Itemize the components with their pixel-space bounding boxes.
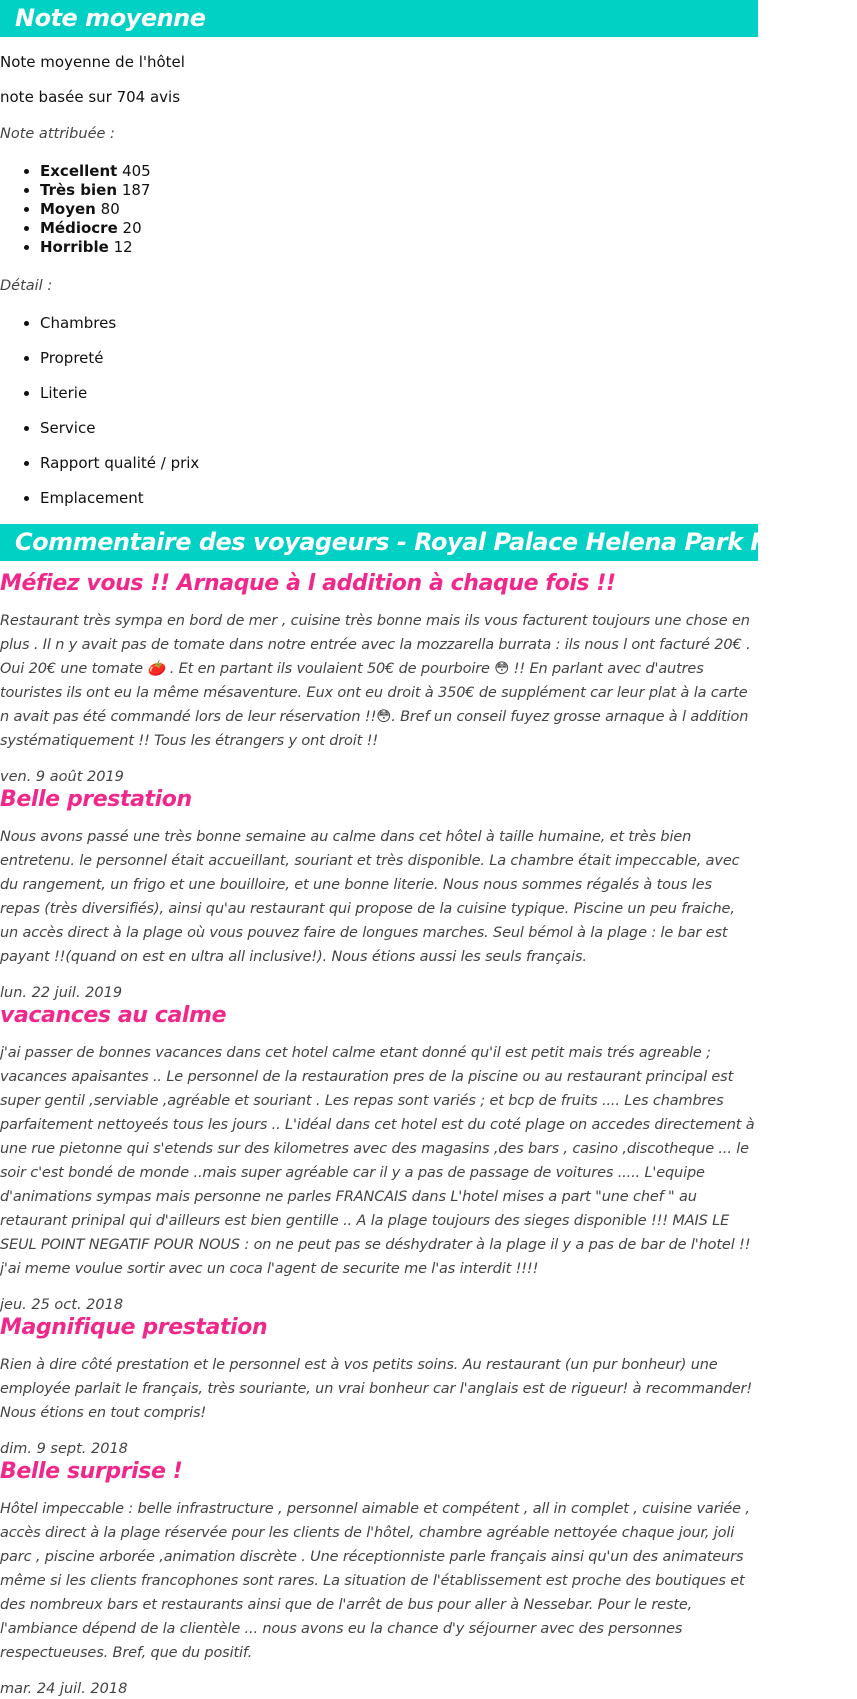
review-date: lun. 22 juil. 2019: [0, 985, 123, 1001]
rating-count: 187: [121, 181, 151, 199]
review-count-text: note basée sur 704 avis: [0, 88, 181, 106]
rating-label: Horrible: [40, 238, 109, 256]
detail-item-literie: • Literie: [40, 384, 199, 419]
detail-label: Détail :: [0, 278, 53, 294]
rating-label: Excellent: [40, 162, 118, 180]
review-card: [0, 1313, 756, 1459]
detail-item-emplacement: • Emplacement: [40, 489, 199, 524]
attributed-rating-label: Note attribuée :: [0, 126, 115, 142]
review-card: [0, 1001, 756, 1315]
rating-count: 12: [113, 238, 133, 256]
rating-label: Moyen: [40, 200, 96, 218]
review-date: dim. 9 sept. 2018: [0, 1441, 128, 1457]
review-body: Nous avons passé une très bonne semaine au calme dans cet hôtel à taille humaine, et très bien entretenu. le personnel était accueillant, souriant et très disponible. La chambre était impeccable, avec du rangement, un frigo et une bouilloire, et une bonne literie. Nous nous sommes régalés à tous les repas (très diversifiés), ainsi qu'au restaurant qui propose de la cuisine typique. Piscine un peu fraiche, un accès direct à la plage où vous pouvez faire de longues marches. Seul bémol à la plage : le bar est payant !!(quand on est en ultra all inclusive!). Nous étions aussi les seuls français.: [0, 829, 740, 965]
review-date: mar. 24 juil. 2018: [0, 1681, 128, 1697]
review-body: j'ai passer de bonnes vacances dans cet hotel calme etant donné qu'il est petit mais trés agreable ; vacances apaisantes .. Le personnel de la restauration pres de la piscine ou au restaurant principal est super gentil ,serviable ,agréable et souriant . Les repas sont variés ; et bcp de fruits .... Les chambres parfaitement nettoyeés tous les jours .. L'idéal dans cet hotel est du coté plage on accedes directement à une rue pietonne qui s'etends sur des kilometres avec des magasins ,des bars , casino ,discotheque ... le soir c'est bondé de monde ..mais super agréable car il y a pas de passage de voitures ..... L'equipe d'animations sympas mais personne ne parles FRANCAIS dans L'hotel mises a part "une chef " au retaurant prinipal qui d'ailleurs est bien gentille .. A la plage toujours des sieges disponible !!! MAIS LE SEUL POINT NEGATIF POUR NOUS : on ne peut pas se déshydrater à la plage il y a pas de bar de l'hotel !! j'ai meme voulue sortir avec un coca l'agent de securite me l'as interdit !!!!: [0, 1045, 755, 1277]
review-card: [0, 569, 756, 787]
rating-section-header: Note moyenne: [0, 0, 758, 37]
rating-item: [40, 238, 151, 257]
review-title: Belle prestation: [0, 787, 192, 812]
rating-item: [40, 162, 151, 181]
review-body: Restaurant très sympa en bord de mer , cuisine très bonne mais ils vous facturent toujours une chose en plus . Il n y avait pas de tomate dans notre entrée avec la mozzarella burrata : ils nous l ont facturé 20€ . Oui 20€ une tomate 🍅 . Et en partant ils voulaient 50€ de pourboire 😳 !! En parlant avec d'autres touristes ils ont eu la même mésaventure. Eux ont eu droit à 350€ de supplément car leur plat à la carte n avait pas été commandé lors de leur réservation !!😳. Bref un conseil fuyez grosse arnaque à l addition systématiquement !! Tous les étrangers y ont droit !!: [0, 613, 751, 749]
rating-count: 405: [122, 162, 151, 180]
review-card: [0, 785, 756, 1003]
detail-item-service: • Service: [40, 419, 199, 454]
detail-list: [0, 314, 199, 524]
detail-item-rapport-qualite-prix: • Rapport qualité / prix: [40, 454, 199, 489]
review-title: vacances au calme: [0, 1003, 227, 1028]
review-title: Méfiez vous !! Arnaque à l addition à chaque fois !!: [0, 571, 616, 596]
rating-label: Médiocre: [40, 219, 118, 237]
detail-item-proprete: • Propreté: [40, 349, 199, 384]
detail-item-chambres: • Chambres: [40, 314, 199, 349]
review-card: [0, 1457, 756, 1699]
rating-count: 80: [100, 200, 120, 218]
reviews-section-header: Commentaire des voyageurs - Royal Palace Helena Park Hôtel 5*: [0, 524, 758, 561]
rating-breakdown-list: [0, 162, 151, 257]
review-date: jeu. 25 oct. 2018: [0, 1297, 124, 1313]
rating-item: [40, 200, 151, 219]
review-title: Belle surprise !: [0, 1459, 183, 1484]
rating-label: Très bien: [40, 181, 118, 199]
average-rating-label: Note moyenne de l'hôtel: [0, 53, 185, 71]
rating-item: [40, 181, 151, 200]
rating-count: 20: [122, 219, 142, 237]
review-title: Magnifique prestation: [0, 1315, 268, 1340]
review-date: ven. 9 août 2019: [0, 769, 124, 785]
review-body: Rien à dire côté prestation et le personnel est à vos petits soins. Au restaurant (un pur bonheur) une employée parlait le français, très souriante, un vrai bonheur car l'anglais est de rigueur! à recommander! Nous étions en tout compris!: [0, 1357, 753, 1421]
rating-item: [40, 219, 151, 238]
review-body: Hôtel impeccable : belle infrastructure , personnel aimable et compétent , all in complet , cuisine variée , accès direct à la plage réservée pour les clients de l'hôtel, chambre agréable nettoyée chaque jour, joli parc , piscine arborée ,animation discrète . Une réceptionniste parle français ainsi qu'un des animateurs même si les clients francophones sont rares. La situation de l'établissement est proche des boutiques et des nombreux bars et restaurants ainsi que de l'arrêt de bus pour aller à Nessebar. Pour le reste, l'ambiance dépend de la clientèle ... nous avons eu la chance d'y séjourner avec des personnes respectueuses. Bref, que du positif.: [0, 1501, 750, 1661]
